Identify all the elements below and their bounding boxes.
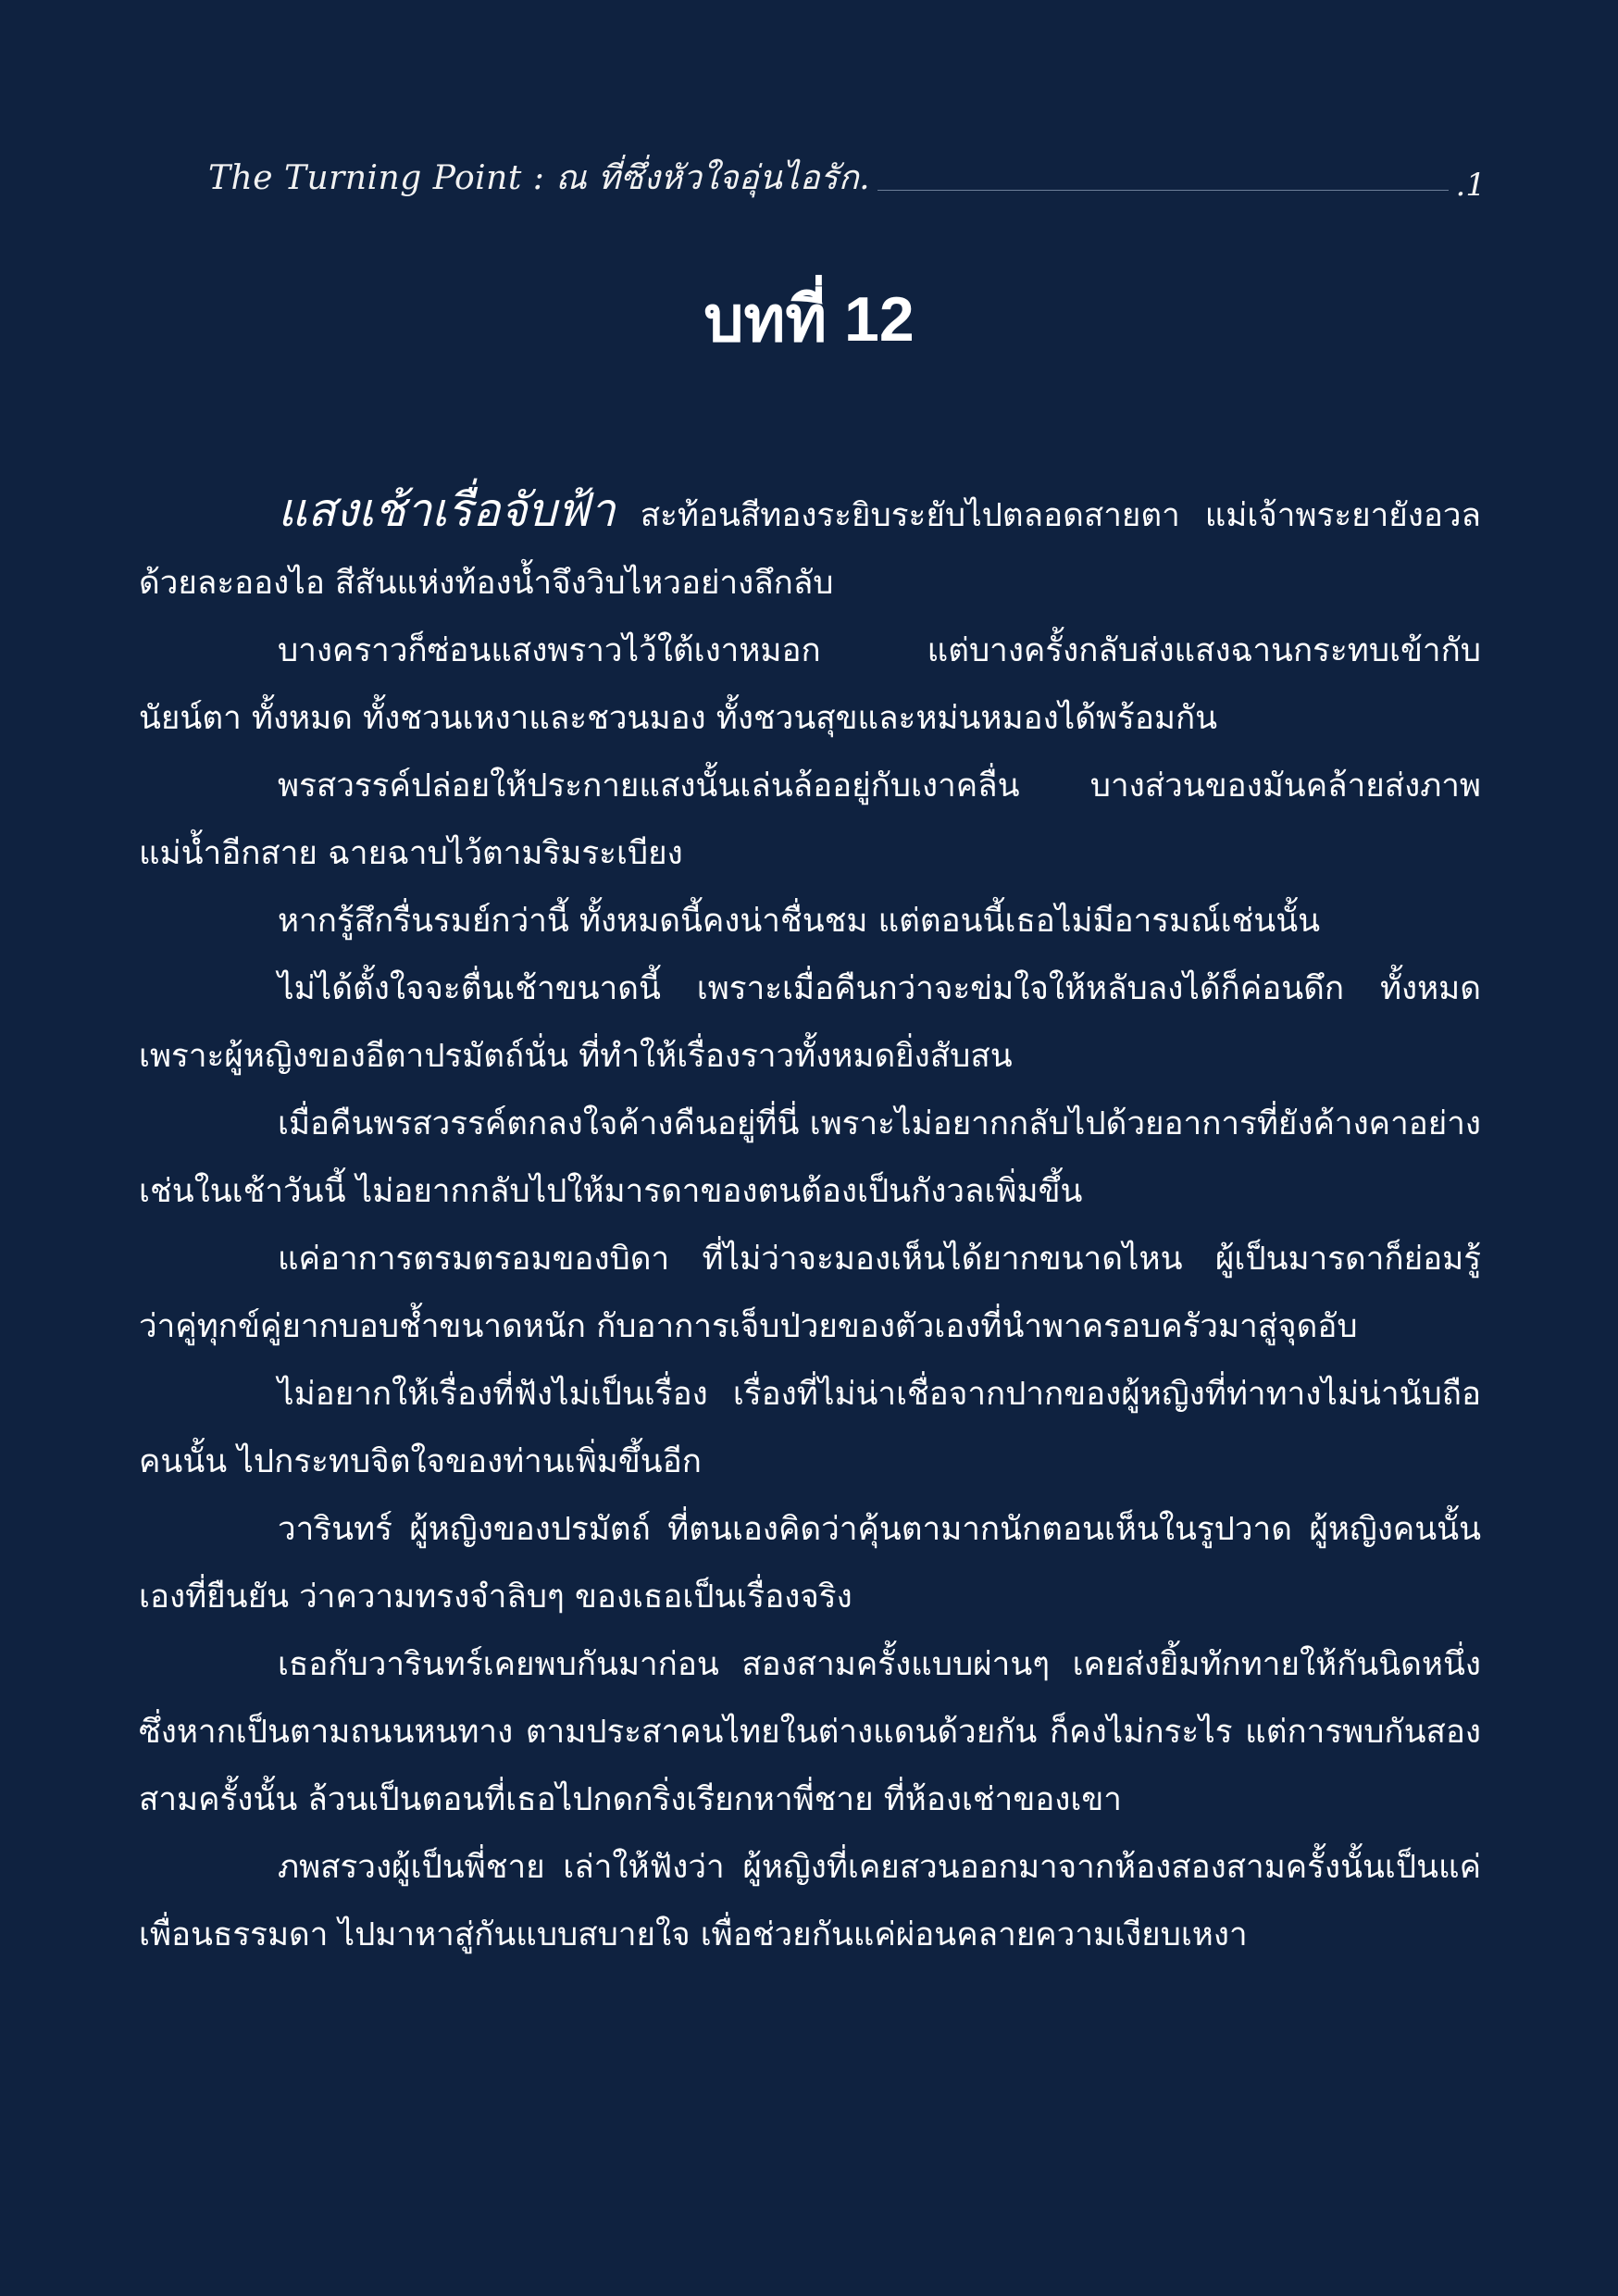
paragraph-2: บางคราวก็ซ่อนแสงพราวไว้ใต้เงาหมอก แต่บางครั้งกลับส่งแสงฉานกระทบเข้ากับนัยน์ตา ทั้งหมด ทั้งชวนเหงาและชวนมอง ทั้งชวนสุขและหม่นหมองได้พร้อมกัน xyxy=(139,632,1481,737)
paragraph-4: หากรู้สึกรื่นรมย์กว่านี้ ทั้งหมดนี้คงน่าชื่นชม แต่ตอนนี้เธอไม่มีอารมณ์เช่นนั้น xyxy=(278,903,1321,940)
paragraph-11: ภพสรวงผู้เป็นพี่ชาย เล่าให้ฟังว่า ผู้หญิงที่เคยสวนออกมาจากห้องสองสามครั้งนั้นเป็นแค่เพื่อนธรรมดา ไปมาหาสู่กันแบบสบายใจ เพื่อช่วยกันแค่ผ่อนคลายความเงียบเหงา xyxy=(139,1849,1481,1953)
running-header xyxy=(208,148,1486,204)
paragraph-3: พรสวรรค์ปล่อยให้ประกายแสงนั้นเล่นล้ออยู่กับเงาคลื่น บางส่วนของมันคล้ายส่งภาพแม่น้ำอีกสาย ฉายฉาบไว้ตามริมระเบียง xyxy=(139,767,1481,872)
body-text xyxy=(139,477,1481,1969)
header-rule xyxy=(877,189,1448,191)
paragraph-8: ไม่อยากให้เรื่องที่ฟังไม่เป็นเรื่อง เรื่องที่ไม่น่าเชื่อจากปากของผู้หญิงที่ท่าทางไม่น่านับถือคนนั้น ไปกระทบจิตใจของท่านเพิ่มขึ้นอีก xyxy=(139,1376,1481,1480)
page-number: .1 xyxy=(1455,167,1486,204)
paragraph-5: ไม่ได้ตั้งใจจะตื่นเช้าขนาดนี้ เพราะเมื่อคืนกว่าจะข่มใจให้หลับลงได้ก็ค่อนดึก ทั้งหมดเพราะผู้หญิงของอีตาปรมัตถ์นั่น ที่ทำให้เรื่องราวทั้งหมดยิ่งสับสน xyxy=(139,970,1481,1075)
paragraph-text: สะท้อนสีทองระยิบระยับไปตลอดสายตา แม่เจ้าพระยายังอวลด้วยละอองไอ สีสันแห่งท้องน้ำจึงวิบไหวอย่างลึกลับ xyxy=(139,497,1481,602)
lead-phrase: แสงเช้าเรื่อจับฟ้า xyxy=(278,483,616,537)
paragraph-10: เธอกับวารินทร์เคยพบกันมาก่อน สองสามครั้งแบบผ่านๆ เคยส่งยิ้มทักทายให้กันนิดหนึ่ง ซึ่งหากเป็นตามถนนหนทาง ตามประสาคนไทยในต่างแดนด้วยกัน ก็คงไม่กระไร แต่การพบกันสองสามครั้งนั้น ล้วนเป็นตอนที่เธอไปกดกริ่งเรียกหาพี่ชาย ที่ห้องเช่าของเขา xyxy=(139,1646,1481,1818)
chapter-title: บทที่ 12 xyxy=(703,284,915,355)
paragraph-1 xyxy=(139,477,1481,618)
paragraph-7: แค่อาการตรมตรอมของบิดา ที่ไม่ว่าจะมองเห็นได้ยากขนาดไหน ผู้เป็นมารดาก็ย่อมรู้ ว่าคู่ทุกข์คู่ยากบอบช้ำขนาดหนัก กับอาการเจ็บป่วยของตัวเองที่นำพาครอบครัวมาสู่จุดอับ xyxy=(139,1241,1481,1345)
running-title: The Turning Point : ณ ที่ซึ่งหัวใจอุ่นไอรัก. xyxy=(208,159,871,197)
paragraph-9: วารินทร์ ผู้หญิงของปรมัตถ์ ที่ตนเองคิดว่าคุ้นตามากนักตอนเห็นในรูปวาด ผู้หญิงคนนั้นเองที่ยืนยัน ว่าความทรงจำลิบๆ ของเธอเป็นเรื่องจริง xyxy=(139,1511,1481,1616)
paragraph-6: เมื่อคืนพรสวรรค์ตกลงใจค้างคืนอยู่ที่นี่ เพราะไม่อยากกลับไปด้วยอาการที่ยังค้างคาอย่างเช่นในเช้าวันนี้ ไม่อยากกลับไปให้มารดาของตนต้องเป็นกังวลเพิ่มขึ้น xyxy=(139,1105,1481,1210)
